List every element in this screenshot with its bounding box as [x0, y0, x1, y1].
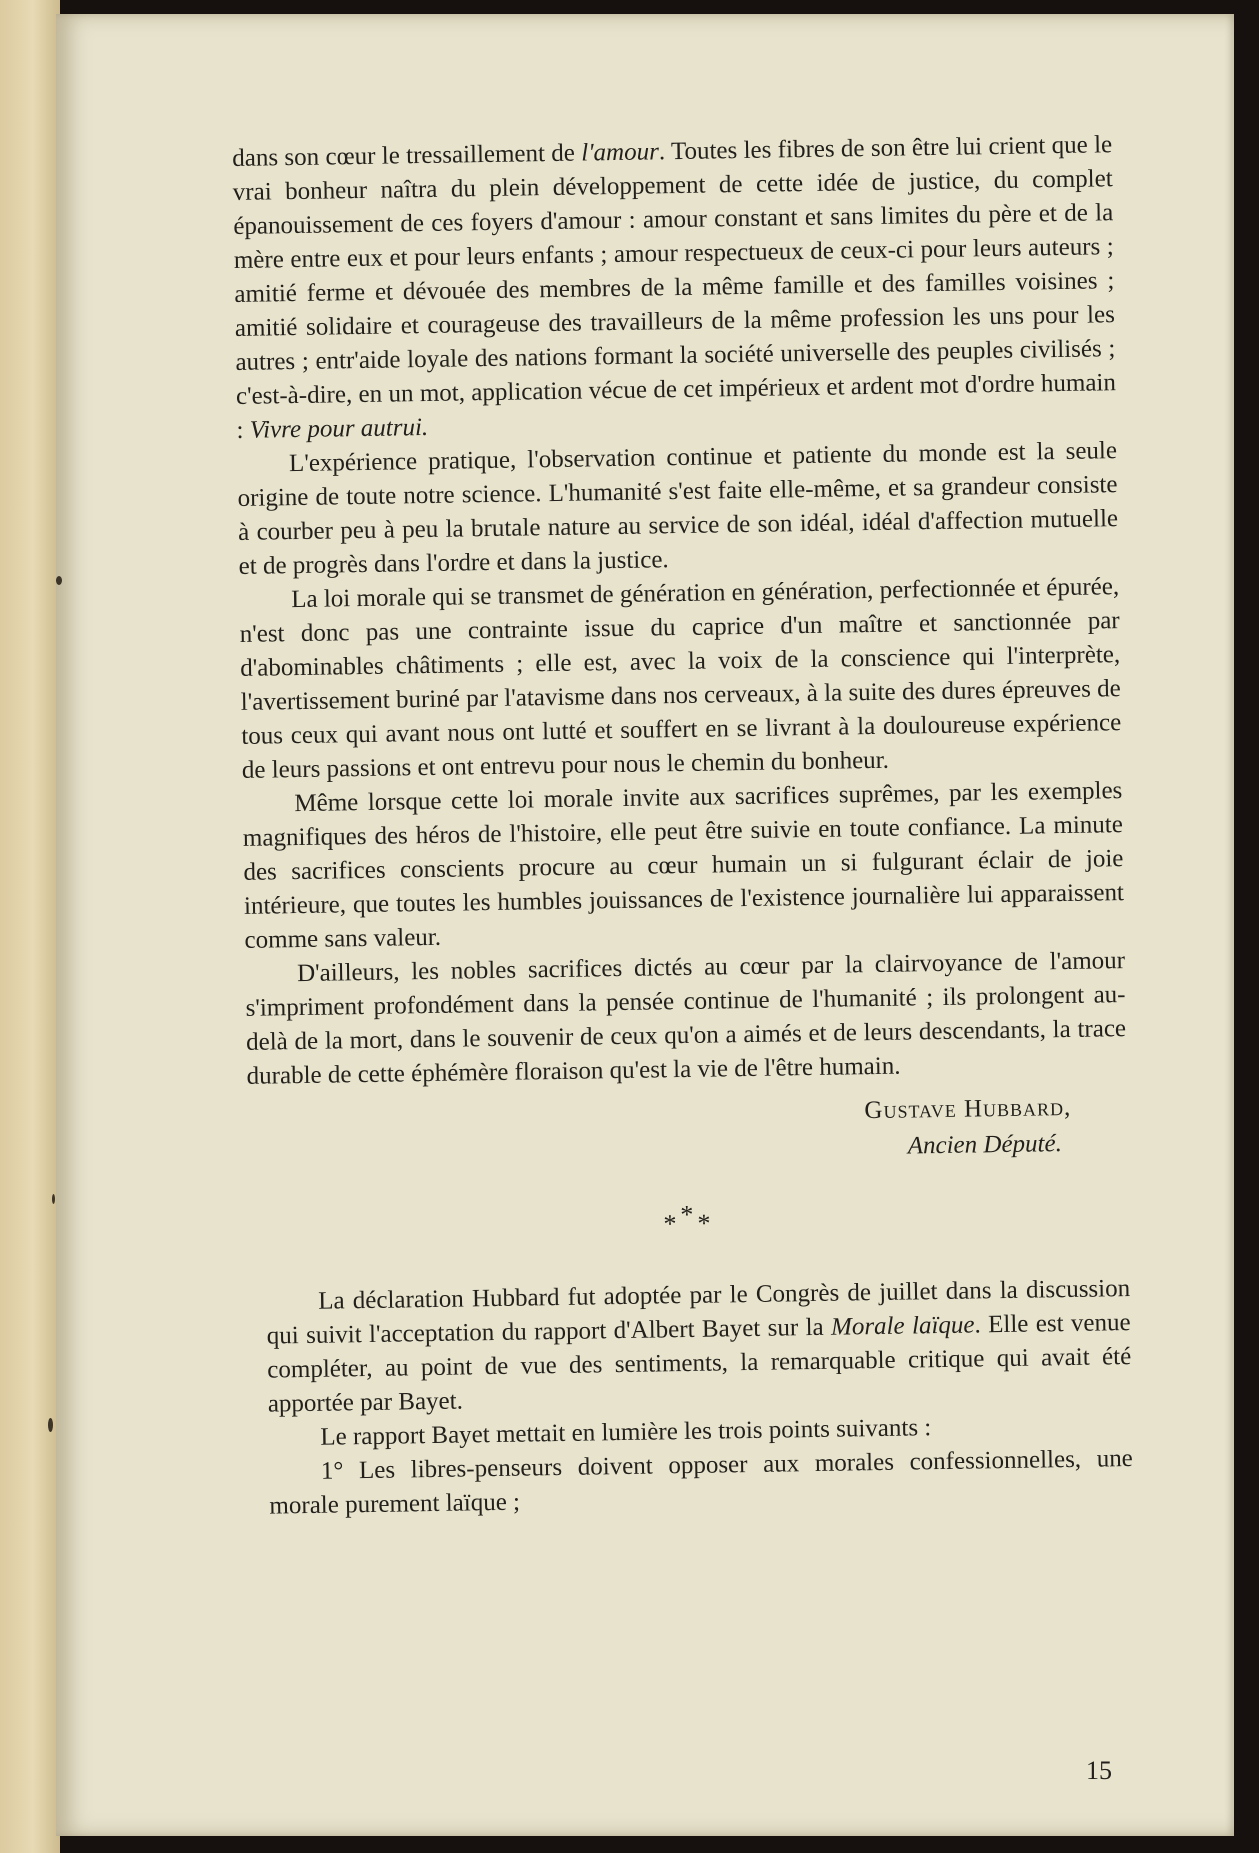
paragraph-sacrifices: Même lorsque cette loi morale invite aux sacrifices suprêmes, par les exemples magnifiques des héros de l'histoire, elle peut être suivie en toute confiance. La minute des sacrifices conscients procure au cœur humain un si fulgurant éclair de joie intérieure, que toutes les humbles jouissances de l'existence journalière lui apparaissent comme sans valeur.	[242, 777, 1125, 954]
paragraph-declaration	[266, 1272, 1132, 1422]
paragraph-point-one: 1° Les libres-penseurs doivent opposer aux morales confessionnelles, une morale purement laïque ;	[269, 1445, 1134, 1520]
author-title: Ancien Député.	[907, 1130, 1063, 1160]
author-name: Gustave Hubbard,	[864, 1093, 1072, 1125]
page-number: 15	[1086, 1756, 1112, 1785]
paper-speck	[56, 576, 62, 585]
asterism-separator	[249, 1200, 1129, 1248]
signature-block	[247, 1090, 1128, 1174]
paper-speck	[48, 1418, 53, 1432]
article-text	[232, 128, 1134, 1524]
asterisk: *	[697, 1208, 715, 1238]
paragraph-report: Le rapport Bayet mettait en lumière les trois points suivants :	[320, 1414, 932, 1451]
italic-run: l'amour	[581, 138, 660, 167]
paragraph-moral-law: La loi morale qui se transmet de génération en génération, perfectionnée et épurée, n'est donc pas une contrainte issue du caprice d'un maître et sanctionnée par d'abominables châtiments ; elle est, avec la voix de la conscience qui l'interprète, l'avertissement buriné par l'atavisme dans nos cerveaux, à la suite des dures épreuves de tous ceux qui avant nous ont lutté et souffert en se livrant à la douloureuse expérience de leurs passions et ont entrevu pour nous le chemin du bonheur.	[239, 573, 1122, 784]
asterisk: *	[663, 1209, 681, 1239]
book-binding-edge	[0, 0, 60, 1853]
paragraph-noble-sacrifices: D'ailleurs, les nobles sacrifices dictés au cœur par la clairvoyance de l'amour s'impriment profondément dans la pensée continue de l'humanité ; ils prolongent au-delà de la mort, dans le souvenir de ceux qu'on a aimés et de leurs descendants, la trace durable de cette éphémère floraison qu'est la vie de l'être humain.	[245, 947, 1127, 1090]
text-run: La déclaration Hubbard fut adoptée par le Congrès de juillet dans la discussion qui suivit l'acceptation du rapport d'Albert Bayet sur la	[266, 1275, 1131, 1350]
italic-motto: Vivre pour autrui.	[249, 413, 429, 444]
paper-speck	[52, 1194, 55, 1204]
text-run: . Toutes les fibres de son être lui crient que le vrai bonheur naîtra du plein développement de cette idée de justice, du complet épanouissement de ces foyers d'amour : amour constant et sans limites du père et de la mère entre eux et pour leurs enfants ; amour respectueux de ceux-ci pour leurs auteurs ; amitié ferme et dévouée des membres de la même famille et des familles voisines ; amitié solidaire et courageuse des travailleurs de la même profession les uns pour les autres ; entr'aide loyale des nations formant la société universelle des peuples civilisés ; c'est-à-dire, en un mot, application vécue de cet impérieux et ardent mot d'ordre humain :	[232, 131, 1117, 444]
commentary-section	[266, 1272, 1134, 1524]
page-sheet	[56, 14, 1234, 1836]
paragraph-love	[232, 128, 1117, 448]
text-run: . Elle est venue compléter, au point de vue des sentiments, la remarquable critique qui avait été apportée par Bayet.	[267, 1309, 1132, 1418]
asterisk: *	[680, 1199, 698, 1230]
paragraph-experience: L'expérience pratique, l'observation continue et patiente du monde est la seule origine de toute notre science. L'humanité s'est faite elle-même, et sa grandeur consiste à courber peu à peu la brutale nature au service de son idéal, idéal d'affection mutuelle et de progrès dans l'ordre et dans la justice.	[237, 437, 1119, 580]
italic-run: Morale laïque	[830, 1311, 975, 1341]
text-run: dans son cœur le tressaillement de	[232, 139, 582, 172]
